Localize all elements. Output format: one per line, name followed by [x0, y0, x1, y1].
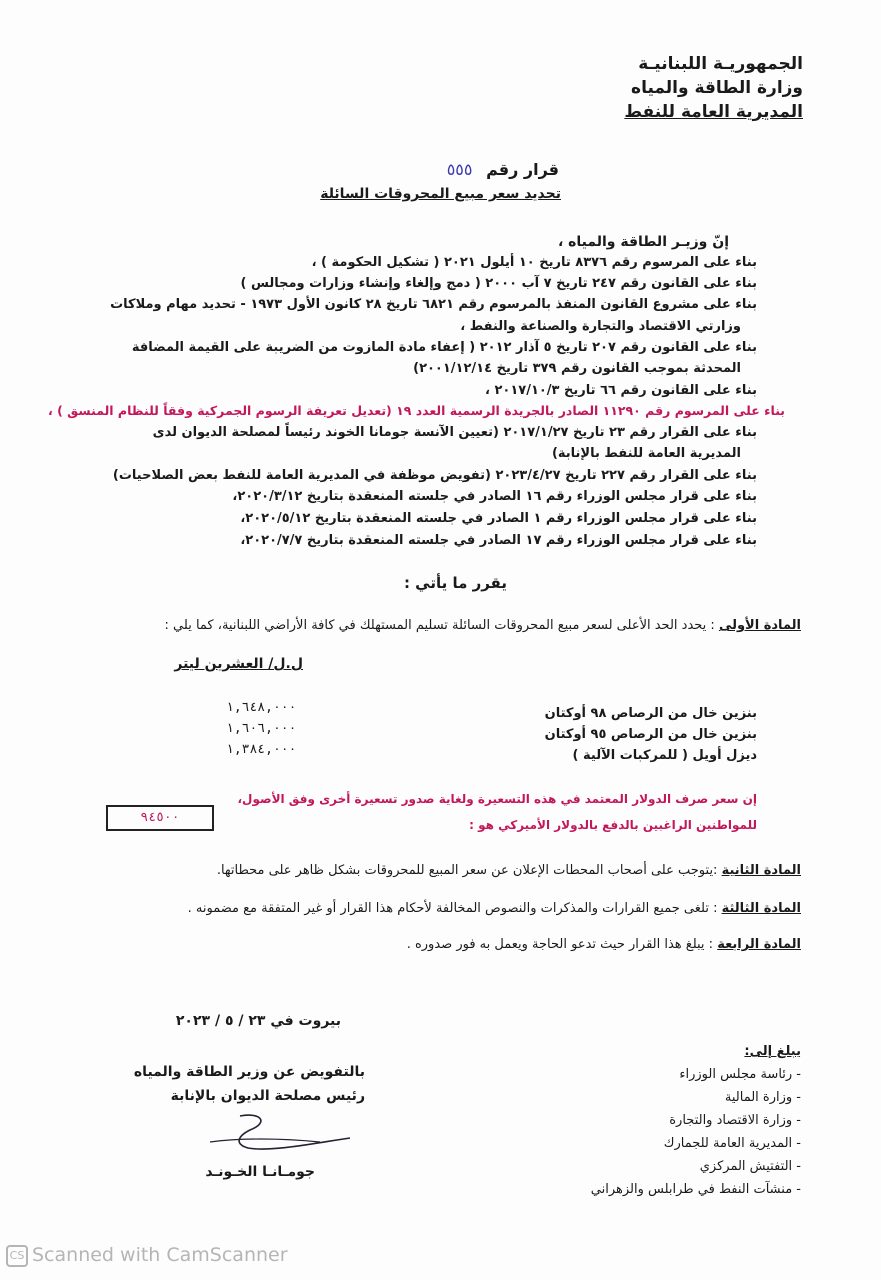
price-unit-header: ل.ل/ العشرين ليتر: [174, 656, 303, 672]
price-98: ١,٦٤٨,٠٠٠: [226, 700, 297, 715]
distribution-item: - المديرية العامة للجمارك: [663, 1136, 801, 1151]
preamble-line: إنّ وزيـر الطاقة والمياه ،: [557, 234, 729, 250]
article-2: [217, 860, 801, 882]
article-1-text: : يحدد الحد الأعلى لسعر مبيع المحروقات السائلة تسليم المستهلك في كافة الأراضي اللبنانية، كما يلي :: [164, 618, 715, 633]
preamble-line-highlighted: بناء على المرسوم رقم ١١٢٩٠ الصادر بالجريدة الرسمية العدد ١٩ (تعديل تعريفة الرسوم الجمركية وفقاً للنظام المنسق ) ،: [47, 403, 785, 418]
preamble-line: بناء على مشروع القانون المنفذ بالمرسوم رقم ٦٨٢١ تاريخ ٢٨ كانون الأول ١٩٧٣ - تحديد مهام وملاكات: [110, 297, 757, 312]
product-row-98: بنزين خال من الرصاص ٩٨ أوكتان: [544, 706, 757, 721]
ministry-name: وزارة الطاقة والمياه: [631, 78, 803, 98]
camscanner-watermark: CS Scanned with CamScanner: [6, 1244, 288, 1267]
article-3-text: : تلغى جميع القرارات والمذكرات والنصوص المخالفة لأحكام هذا القرار أو غير المتفقة مع مضمونه .: [187, 901, 718, 916]
product-row-diesel: ديزل أويل ( للمركبات الآلية ): [572, 748, 757, 763]
preamble-line: بناء على القانون رقم ٢٤٧ تاريخ ٧ آب ٢٠٠٠ ( دمج وإلغاء وإنشاء وزارات ومجالس ): [240, 276, 757, 291]
signatory-name: جومـانـا الخـونـد: [205, 1164, 315, 1180]
distribution-item: - منشآت النفط في طرابلس والزهراني: [590, 1182, 801, 1197]
price-95: ١,٦٠٦,٠٠٠: [226, 721, 297, 736]
decision-subject: تحديد سعر مبيع المحروقات السائلة: [320, 186, 561, 202]
article-4-label: المادة الرابعة: [717, 937, 801, 952]
preamble-line: بناء على قرار مجلس الوزراء رقم ١٧ الصادر في جلسته المنعقدة بتاريخ ٢٠٢٠/٧/٧،: [240, 533, 757, 548]
preamble-line: بناء على قرار مجلس الوزراء رقم ١ الصادر في جلسته المنعقدة بتاريخ ٢٠٢٠/٥/١٢،: [240, 511, 757, 526]
product-row-95: بنزين خال من الرصاص ٩٥ أوكتان: [544, 727, 757, 742]
preamble-line: المحدثة بموجب القانون رقم ٣٧٩ تاريخ ٢٠٠١/١٢/١٤): [413, 361, 741, 376]
signature-line-1: بالتفويض عن وزير الطاقة والمياه: [133, 1064, 365, 1080]
preamble-line: بناء على القانون رقم ٢٠٧ تاريخ ٥ آذار ٢٠١٢ ( إعفاء مادة المازوت من الضريبة على القيمة المضافة: [131, 340, 757, 355]
article-3: [188, 898, 801, 920]
preamble-line: بناء على القانون رقم ٦٦ تاريخ ٢٠١٧/١٠/٣ ،: [484, 383, 757, 398]
article-1: [165, 615, 801, 637]
article-4-text: : يبلغ هذا القرار حيث تدعو الحاجة ويعمل به فور صدوره .: [406, 937, 714, 952]
distribution-item: - وزارة الاقتصاد والتجارة: [669, 1113, 801, 1128]
directorate-name: المديرية العامة للنفط: [624, 102, 803, 122]
article-3-label: المادة الثالثة: [721, 901, 801, 916]
exchange-note-line1: إن سعر صرف الدولار المعتمد في هذه التسعيرة ولغاية صدور تسعيرة أخرى وفق الأصول،: [237, 792, 757, 806]
preamble-line: بناء على قرار مجلس الوزراء رقم ١٦ الصادر في جلسته المنعقدة بتاريخ ٢٠٢٠/٣/١٢،: [232, 489, 757, 504]
exchange-rate-box: ٩٤٥٠٠: [106, 805, 214, 831]
distribution-item: - التفتيش المركزي: [699, 1159, 801, 1174]
article-2-label: المادة الثانية: [721, 863, 801, 878]
preamble-line: وزارتي الاقتصاد والتجارة والصناعة والنفط ،: [460, 319, 741, 334]
preamble-line: المديرية العامة للنفط بالإنابة): [551, 446, 741, 461]
decision-number-value: ٥٥٥: [446, 160, 473, 179]
camscanner-logo-icon: CS: [6, 1245, 28, 1267]
signature-line-2: رئيس مصلحة الديوان بالإنابة: [170, 1088, 365, 1104]
decision-number: قرار رقم ٥٥٥: [446, 160, 559, 179]
letterhead: [624, 52, 803, 124]
article-2-text: :يتوجب على أصحاب المحطات الإعلان عن سعر المبيع للمحروقات بشكل ظاهر على محطاتها.: [216, 863, 718, 878]
distribution-title: يبلغ إلى:: [744, 1044, 801, 1059]
decides-heading: يقرر ما يأتي :: [403, 574, 507, 592]
preamble-line: بناء على المرسوم رقم ٨٣٧٦ تاريخ ١٠ أيلول ٢٠٢١ ( تشكيل الحكومة ) ،: [311, 255, 757, 270]
article-1-label: المادة الأولى: [718, 618, 801, 633]
republic-name: الجمهوريـة اللبنانيـة: [638, 54, 803, 74]
handwritten-signature: [200, 1108, 360, 1160]
exchange-note-line2: للمواطنين الراغبين بالدفع بالدولار الأميركي هو :: [469, 818, 757, 832]
article-4: [407, 934, 801, 956]
distribution-item: - وزارة المالية: [724, 1090, 801, 1105]
preamble-line: بناء على القرار رقم ٢٣ تاريخ ٢٠١٧/١/٢٧ (تعيين الآنسة جومانا الخوند رئيساً لمصلحة الديوان لدى: [152, 425, 757, 440]
distribution-item: - رئاسة مجلس الوزراء: [679, 1067, 801, 1082]
preamble-line: بناء على القرار رقم ٢٢٧ تاريخ ٢٠٢٣/٤/٢٧ (تفويض موظفة في المديرية العامة للنفط بعض الصلاحيات): [112, 468, 757, 483]
distribution-list: [591, 1040, 801, 1201]
price-diesel: ١,٣٨٤,٠٠٠: [226, 742, 297, 757]
date-line: بيروت في ٢٣ / ٥ / ٢٠٢٣: [175, 1013, 341, 1029]
signature-block: [134, 1060, 365, 1108]
